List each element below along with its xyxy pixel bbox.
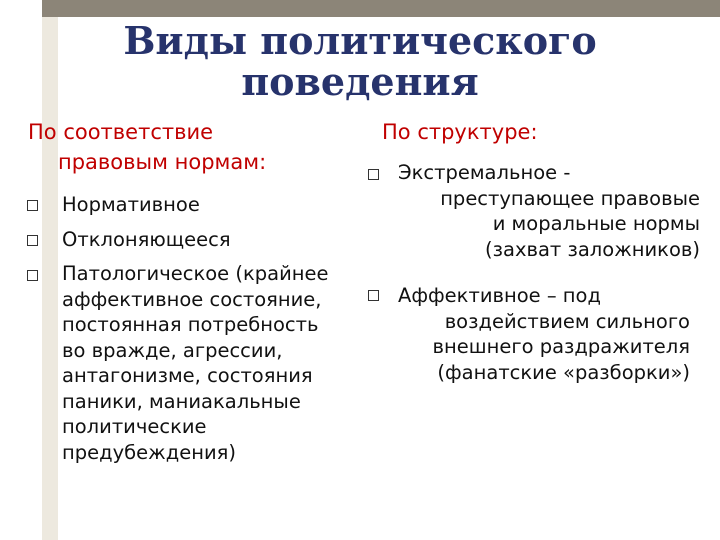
- right-item-affective: [398, 283, 690, 385]
- text-line: предубеждения): [62, 440, 236, 464]
- text-line: (захват заложников): [485, 237, 700, 261]
- left-decor-band: [42, 17, 58, 540]
- right-item-extremal: [398, 160, 700, 262]
- text-line: преступающее правовые: [440, 186, 700, 210]
- title-line-2: поведения: [241, 59, 479, 104]
- text-line: антагонизме, состояния: [62, 364, 313, 387]
- left-item-deviant: Отклоняющееся: [62, 228, 231, 251]
- left-heading-line-2: правовым нормам:: [58, 150, 267, 174]
- text-line: внешнего раздражителя: [432, 335, 690, 358]
- bullet-square-icon: [27, 270, 38, 281]
- text-line: Аффективное – под: [398, 284, 601, 307]
- text-line: во вражде, агрессии,: [62, 338, 283, 362]
- left-item-pathological: [62, 261, 329, 465]
- text-line: политические: [62, 415, 207, 438]
- slide-title: [60, 20, 660, 102]
- text-line: паники, маниакальные: [62, 389, 301, 413]
- right-heading: По структуре:: [382, 120, 538, 144]
- text-line: Экстремальное -: [398, 161, 571, 184]
- bullet-square-icon: [27, 235, 38, 246]
- left-heading-line-1: По соответствие: [28, 120, 214, 144]
- text-line: воздействием сильного: [444, 309, 690, 333]
- text-line: постоянная потребность: [62, 313, 319, 336]
- text-line: Патологическое (крайнее: [62, 262, 329, 285]
- left-item-normative: Нормативное: [62, 193, 200, 216]
- bullet-square-icon: [27, 200, 38, 211]
- text-line: (фанатские «разборки»): [437, 360, 690, 384]
- text-line: и моральные нормы: [492, 212, 700, 235]
- text-line: аффективное состояние,: [62, 287, 322, 311]
- title-line-1: Виды политического: [123, 18, 597, 63]
- bullet-square-icon: [368, 290, 379, 301]
- bullet-square-icon: [368, 169, 379, 180]
- top-decor-bar: [42, 0, 720, 17]
